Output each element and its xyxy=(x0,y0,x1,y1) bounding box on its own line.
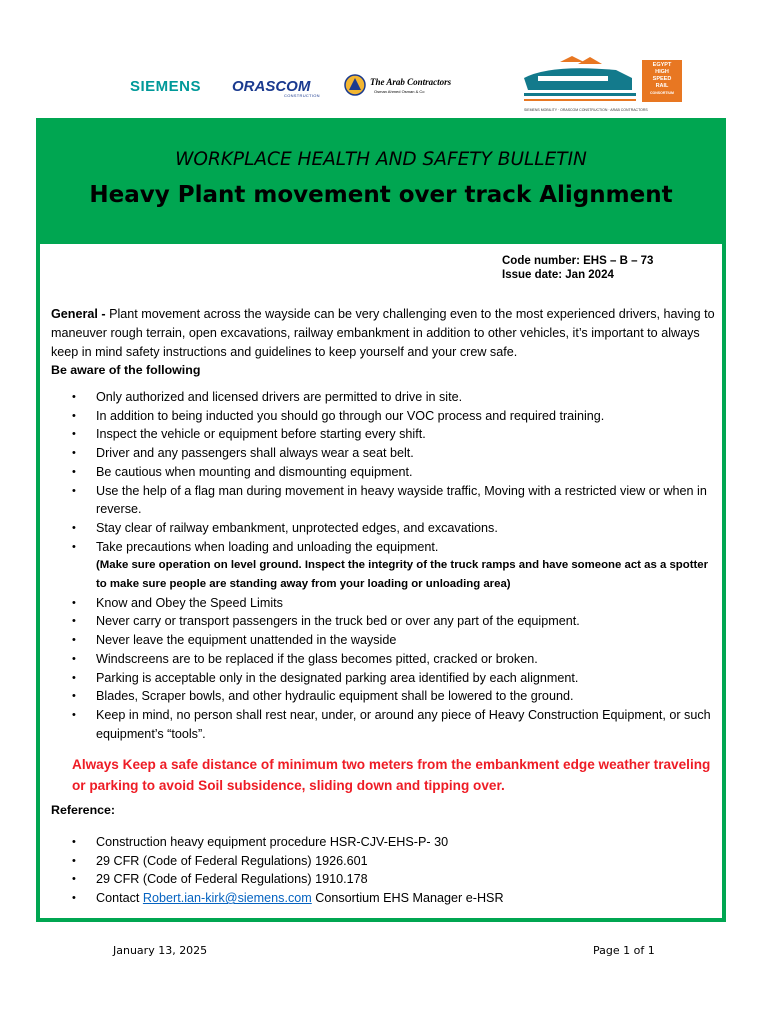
egypt-hsr-partners: SIEMENS MOBILITY · ORASCOM CONSTRUCTION · ARAB CONTRACTORS xyxy=(524,108,648,112)
contact-prefix: Contact xyxy=(96,891,143,906)
list-item-text: Use the help of a flag man during movement in heavy wayside traffic, Moving with a restricted view or when in reverse. xyxy=(96,483,707,517)
list-item-text: Be cautious when mounting and dismounting equipment. xyxy=(96,464,413,479)
list-item xyxy=(72,870,720,889)
logo-strip xyxy=(0,56,768,118)
egypt-hsr-badge-line: EGYPT xyxy=(652,62,672,68)
bullet-icon: • xyxy=(72,521,76,534)
bullet-icon: • xyxy=(72,391,76,403)
loading-note-text: Make sure operation on level ground. Inspect the integrity of the truck ramps and have someone act as a spotter to make sure people are standing away from your loading or unloading area xyxy=(96,559,709,591)
bullet-icon: • xyxy=(72,540,76,553)
egypt-hsr-badge-line: SPEED xyxy=(652,76,672,82)
list-item xyxy=(72,669,720,688)
bullet-icon: • xyxy=(72,652,76,665)
list-item-text: Never leave the equipment unattended in the wayside xyxy=(96,633,397,648)
list-item-text: Blades, Scraper bowls, and other hydraulic equipment shall be lowered to the ground. xyxy=(96,689,574,704)
general-paragraph xyxy=(51,305,716,362)
list-item-text: Inspect the vehicle or equipment before starting every shift. xyxy=(96,427,426,442)
arab-contractors-subtitle: Osman Ahmed Osman & Co xyxy=(374,89,425,94)
list-item-text: Keep in mind, no person shall rest near, under, or around any piece of Heavy Construction Equipment, or such equipment’s “tools”. xyxy=(96,707,711,741)
orascom-logo: ORASCOM xyxy=(232,78,311,95)
bulletin-subtitle: WORKPLACE HEALTH AND SAFETY BULLETIN xyxy=(175,149,587,170)
list-item-text: Take precautions when loading and unloading the equipment. xyxy=(96,539,439,554)
bullet-icon: • xyxy=(72,671,76,684)
reference-list xyxy=(72,833,720,908)
list-item-text: Driver and any passengers shall always wear a seat belt. xyxy=(96,446,414,461)
list-item-text: Windscreens are to be replaced if the glass becomes pitted, cracked or broken. xyxy=(96,651,538,666)
siemens-logo: SIEMENS xyxy=(130,78,202,95)
bullet-icon: • xyxy=(72,836,76,848)
list-item xyxy=(72,519,720,538)
list-item xyxy=(72,687,720,706)
bullet-icon: • xyxy=(72,447,76,460)
contact-suffix: Consortium EHS Manager e-HSR xyxy=(311,891,504,906)
list-item xyxy=(72,538,720,594)
bullet-icon: • xyxy=(72,465,76,478)
aware-heading: Be aware of the following xyxy=(51,363,201,377)
bullet-icon: • xyxy=(72,892,76,905)
bullet-icon: • xyxy=(72,484,76,497)
list-item-text: Know and Obey the Speed Limits xyxy=(96,595,283,610)
bullet-icon: • xyxy=(72,634,76,647)
bullet-icon: • xyxy=(72,708,76,721)
orascom-logo-subtitle: CONSTRUCTION xyxy=(284,93,320,98)
list-item xyxy=(72,650,720,669)
list-item-text: In addition to being inducted you should go through our VOC process and required training. xyxy=(96,408,605,423)
bulletin-title: Heavy Plant movement over track Alignment xyxy=(89,182,673,208)
bullet-icon: • xyxy=(72,690,76,703)
footer-page-number: Page 1 of 1 xyxy=(593,944,655,957)
list-item xyxy=(72,612,720,631)
bullet-icon: • xyxy=(72,873,76,886)
list-item xyxy=(72,407,720,426)
footer-date: January 13, 2025 xyxy=(113,944,208,957)
list-item-text: Never carry or transport passengers in the truck bed or over any part of the equipment. xyxy=(96,614,580,629)
list-item xyxy=(72,463,720,482)
egypt-hsr-badge-line: HIGH xyxy=(655,69,669,75)
warning-text: Always Keep a safe distance of minimum two meters from the embankment edge weather traveling or parking to avoid Soil subsidence, sliding down and tipping over. xyxy=(72,757,711,793)
bullet-icon: • xyxy=(72,428,76,441)
loading-note: (Make sure operation on level ground. Inspect the integrity of the truck ramps and have someone act as a spotter to make sure people are standing away from your loading or unloading area) xyxy=(96,559,709,591)
list-item xyxy=(72,889,720,908)
contact-email-link[interactable]: Robert.ian-kirk@siemens.com xyxy=(142,891,312,906)
list-item-text: 29 CFR (Code of Federal Regulations) 1926.601 xyxy=(96,853,368,868)
list-item-text: 29 CFR (Code of Federal Regulations) 1910.178 xyxy=(96,872,368,887)
list-item-text: Parking is acceptable only in the designated parking area identified by each alignment. xyxy=(96,670,579,685)
list-item xyxy=(72,388,720,407)
arab-contractors-logo xyxy=(344,74,474,98)
bullet-icon: • xyxy=(72,854,76,867)
document-meta xyxy=(502,254,653,282)
egypt-hsr-logo xyxy=(520,56,686,112)
list-item xyxy=(72,482,720,519)
arab-contractors-name: The Arab Contractors xyxy=(370,77,452,87)
code-number: Code number: EHS – B – 73 xyxy=(502,255,654,267)
list-item-text: Only authorized and licensed drivers are permitted to drive in site. xyxy=(96,390,463,404)
aware-list xyxy=(72,388,720,743)
bullet-icon: • xyxy=(72,615,76,628)
list-item xyxy=(72,594,720,613)
list-item-text: Stay clear of railway embankment, unprotected edges, and excavations. xyxy=(96,520,498,535)
bulletin-banner xyxy=(36,118,726,244)
general-label: General - xyxy=(51,307,106,321)
bullet-icon: • xyxy=(72,596,76,609)
bullet-icon: • xyxy=(72,409,76,422)
list-item xyxy=(72,425,720,444)
egypt-hsr-badge-line: CONSORTIUM xyxy=(650,91,674,95)
list-item xyxy=(72,852,720,871)
arab-contractors-seal-icon xyxy=(344,74,366,96)
egypt-hsr-badge xyxy=(642,60,682,102)
issue-date: Issue date: Jan 2024 xyxy=(502,269,614,281)
general-text: Plant movement across the wayside can be very challenging even to the most experienced drivers, having to maneuver rough terrain, open excavations, railway embankment in addition to other vehicles, it’s important to always keep in mind safety instructions and guidelines to keep yourself and your crew safe. xyxy=(51,307,715,359)
list-item-text: Construction heavy equipment procedure HSR-CJV-EHS-P- 30 xyxy=(96,835,449,849)
reference-heading: Reference: xyxy=(51,803,116,817)
list-item xyxy=(72,833,720,852)
list-item xyxy=(72,444,720,463)
list-item xyxy=(72,631,720,650)
train-logo-icon xyxy=(520,56,640,106)
list-item xyxy=(72,706,720,743)
egypt-hsr-badge-line: RAIL xyxy=(655,83,669,89)
